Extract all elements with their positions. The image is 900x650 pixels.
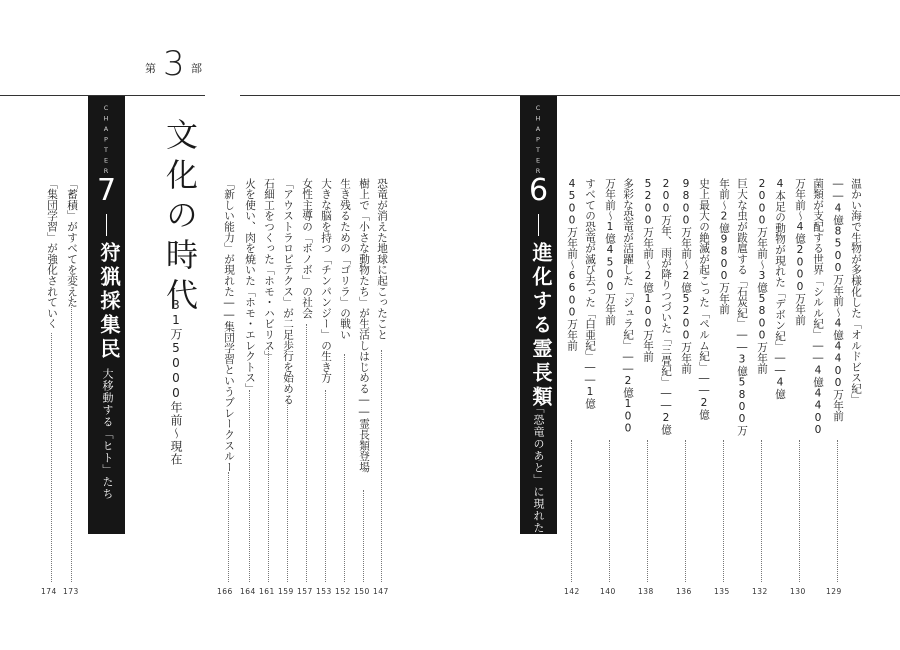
chapter6-subtitle: 「恐竜のあと」に現れたものたち [532, 402, 545, 582]
toc-entry-title: 火を使い、肉を焼いた「ホモ・エレクトス」 [244, 178, 256, 394]
toc-entry-title: 4本足の動物が現れた「デボン紀」――4億2000万年前～3億5800万年前 [756, 178, 786, 400]
toc-leader [344, 354, 345, 582]
toc-entry-title: 樹上で「小さな動物たち」が生活しはじめる――霊長類登場 [358, 178, 370, 473]
toc-entry[interactable] [298, 178, 316, 590]
toc-entry-title: 温かい海で生物が多様化した「オルドビス紀」――4億8500万年前～4億4400万年前 [832, 178, 862, 422]
chapter6-number: 6 [529, 173, 549, 208]
toc-leader [268, 348, 269, 582]
toc-entry[interactable] [63, 178, 81, 590]
toc-entry-title: 200万年、雨が降りつづいた「三畳紀」――2億5200万年前～2億100万年前 [642, 178, 672, 435]
part-suffix: 部 [191, 62, 202, 75]
toc-page-number: 136 [676, 587, 692, 596]
part-header [145, 44, 215, 84]
toc-leader [249, 390, 250, 582]
toc-page-number: 129 [826, 587, 842, 596]
toc-entry[interactable] [829, 178, 865, 590]
toc-entry[interactable] [677, 178, 713, 590]
toc-page-number: 142 [564, 587, 580, 596]
toc-page-number: 130 [790, 587, 806, 596]
toc-page-number: 161 [259, 587, 275, 596]
chapter6-label: CHAPTER [534, 104, 542, 178]
toc-entry[interactable] [336, 178, 354, 590]
toc-leader [609, 440, 610, 582]
toc-page-number: 153 [316, 587, 332, 596]
part-number: 3 [163, 44, 185, 84]
toc-entry-title: 「新しい能力」が現れた――集団学習というブレークスルー [223, 178, 235, 473]
toc-entry[interactable] [260, 178, 278, 590]
toc-page-number: 166 [217, 587, 233, 596]
toc-leader [306, 324, 307, 582]
toc-entry[interactable] [241, 178, 259, 590]
toc-entry[interactable] [43, 178, 61, 590]
toc-leader [799, 440, 800, 582]
chapter7-band [88, 96, 125, 534]
toc-page-number: 132 [752, 587, 768, 596]
toc-entry-title: 史上最大の絶滅が起こった「ペルム紀」――2億9800万年前～2億5200万年前 [680, 178, 710, 420]
toc-leader [287, 400, 288, 582]
chapter7-subtitle: 大移動する「ヒト」たち [101, 368, 114, 500]
toc-leader [51, 333, 52, 582]
toc-entry[interactable] [563, 178, 599, 590]
chapter7-divider [106, 214, 107, 236]
toc-leader [761, 440, 762, 582]
toc-entry-title: 「蓄積」がすべてを変えた [66, 178, 78, 308]
part-subtitle: 31万5000年前～現在 [169, 298, 183, 466]
toc-entry[interactable] [601, 178, 637, 590]
toc-entry[interactable] [753, 178, 789, 590]
toc-page-number: 157 [297, 587, 313, 596]
chapter7-label: CHAPTER [102, 104, 110, 178]
toc-page-number: 135 [714, 587, 730, 596]
toc-page-number: 164 [240, 587, 256, 596]
toc-page-number: 138 [638, 587, 654, 596]
toc-page-number: 173 [63, 587, 79, 596]
chapter7-number: 7 [97, 173, 117, 208]
chapter7-title: 狩猟採集民 [97, 242, 121, 362]
toc-entry-title: 巨大な虫が跋扈する「石炭紀」――3億5800万年前～2億9800万年前 [718, 178, 748, 437]
toc-entry-title: 大きな脳を持つ「チンパンジー」の生き方 [320, 178, 332, 384]
toc-entry-title: 女性主導の「ボノボ」の社会 [301, 178, 313, 319]
toc-entry-title: 菌類が支配する世界「シルル紀」――4億4400万年前～4億2000万年前 [794, 178, 824, 437]
toc-entry[interactable] [639, 178, 675, 590]
toc-page-number: 147 [373, 587, 389, 596]
part-title: 文化の時代 [161, 118, 199, 318]
toc-entry[interactable] [373, 178, 391, 590]
toc-entry[interactable] [791, 178, 827, 590]
toc-leader [363, 490, 364, 582]
chapter6-band [520, 96, 557, 582]
toc-leader [837, 440, 838, 582]
toc-leader [228, 472, 229, 582]
toc-entry-title: 「アウストラロピテクス」が二足歩行を始める [282, 178, 294, 405]
toc-page-number: 159 [278, 587, 294, 596]
toc-leader [325, 390, 326, 582]
toc-entry[interactable] [715, 178, 751, 590]
toc-entry-title: 石細工をつくった「ホモ・ハビリス」 [263, 178, 275, 362]
toc-page-number: 152 [335, 587, 351, 596]
toc-entry-title: 生き残るための「ゴリラ」の戦い [339, 178, 351, 340]
toc-entry-title: すべての恐竜が滅び去った「白亜紀」――1億4500万年前～6600万年前 [566, 178, 596, 409]
toc-leader [723, 440, 724, 582]
toc-leader [571, 440, 572, 582]
chapter6-divider [538, 214, 539, 236]
toc-entry-title: 「集団学習」が強化されていく [46, 178, 58, 330]
part-prefix: 第 [145, 62, 156, 75]
toc-page-number: 140 [600, 587, 616, 596]
toc-entry[interactable] [317, 178, 335, 590]
toc-entry[interactable] [279, 178, 297, 590]
toc-entry[interactable] [220, 178, 238, 590]
toc-entry-title: 恐竜が消えた地球に起こったこと [376, 178, 388, 340]
toc-leader [647, 440, 648, 582]
right-header-rule [240, 95, 900, 96]
toc-leader [71, 296, 72, 582]
chapter6-title: 進化する霊長類 [529, 242, 553, 410]
toc-page-number: 174 [41, 587, 57, 596]
toc-page-number: 150 [354, 587, 370, 596]
toc-leader [381, 350, 382, 582]
toc-entry[interactable] [355, 178, 373, 590]
toc-entry-title: 多彩な恐竜が活躍した「ジュラ紀」――2億100万年前～1億4500万年前 [604, 178, 634, 435]
toc-leader [685, 440, 686, 582]
